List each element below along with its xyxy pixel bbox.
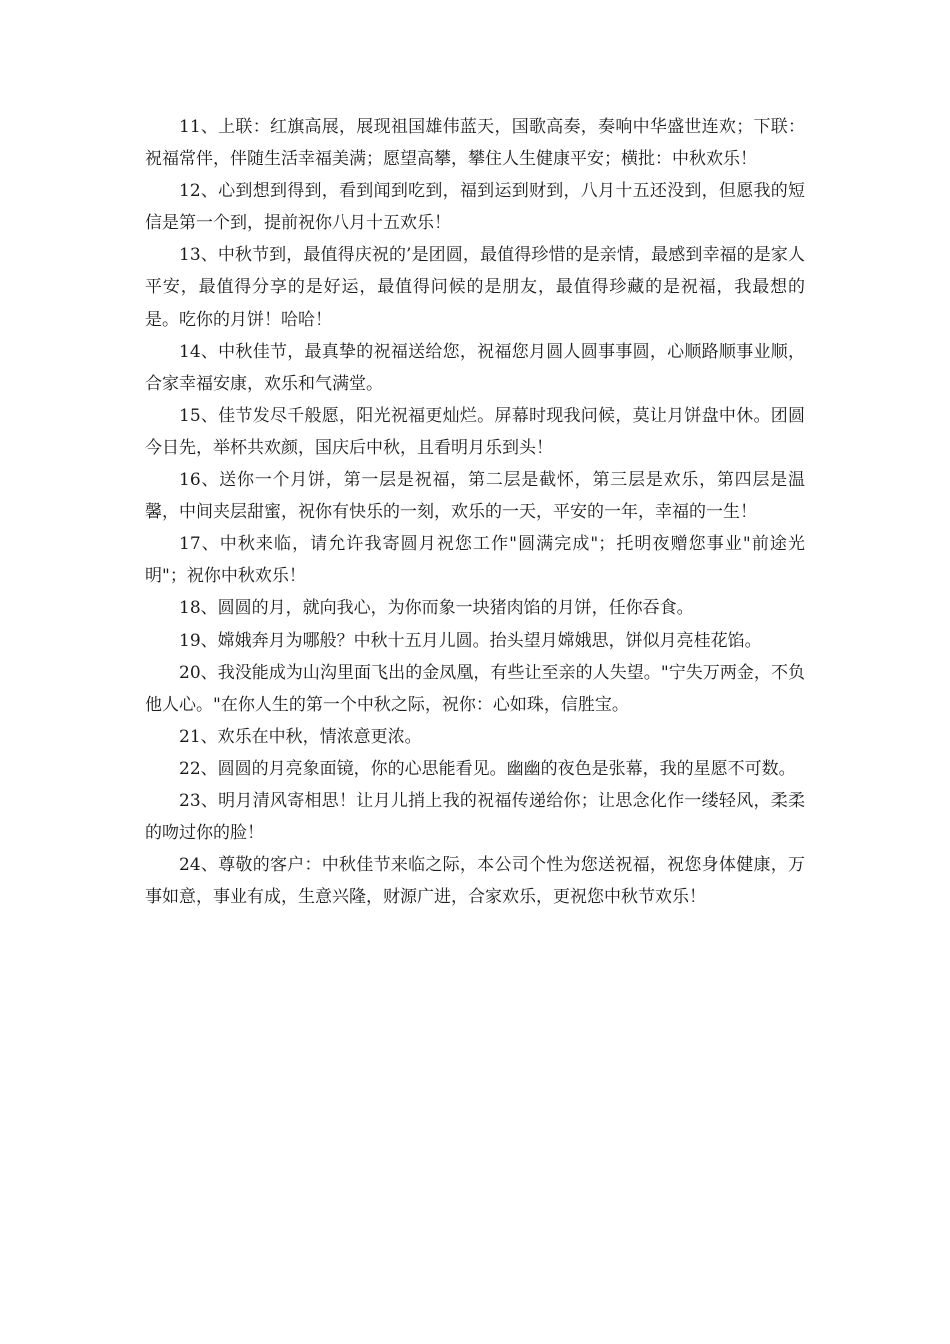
paragraph-18: 18、圆圆的月，就向我心，为你而象一块猪肉馅的月饼，任你吞食。 xyxy=(179,598,694,619)
paragraph-13: 13、中秋节到，最值得庆祝的’是团圆，最值得珍惜的是亲情，最感到幸福的是家人平安，最值得分享的是好运，最值得问候的是朋友，最值得珍藏的是祝福，我最想的是。吃你的月饼！哈哈！ xyxy=(145,245,805,330)
paragraph-11: 11、上联：红旗高展，展现祖国雄伟蓝天，国歌高奏，奏响中华盛世连欢；下联：祝福常伴，伴随生活幸福美满；愿望高攀，攀住人生健康平安；横批：中秋欢乐！ xyxy=(145,117,805,170)
paragraph-17: 17、中秋来临，请允许我寄圆月祝您工作"圆满完成"；托明夜赠您事业"前途光明"；祝你中秋欢乐！ xyxy=(145,534,805,587)
paragraph-19: 19、嫦娥奔月为哪般？中秋十五月儿圆。抬头望月嫦娥思，饼似月亮桂花馅。 xyxy=(179,630,762,651)
paragraph-20: 20、我没能成为山沟里面飞出的金凤凰，有些让至亲的人失望。"宁失万两金，不负他人心。"在你人生的第一个中秋之际，祝你：心如珠，信胜宝。 xyxy=(145,662,805,715)
paragraph-21: 21、欢乐在中秋，情浓意更浓。 xyxy=(179,726,422,747)
paragraph-14: 14、中秋佳节，最真挚的祝福送给您，祝福您月圆人圆事事圆，心顺路顺事业顺，合家幸福安康，欢乐和气满堂。 xyxy=(145,341,805,394)
paragraph-24: 24、尊敬的客户：中秋佳节来临之际，本公司个性为您送祝福，祝您身体健康，万事如意，事业有成，生意兴隆，财源广进，合家欢乐，更祝您中秋节欢乐！ xyxy=(145,855,805,908)
paragraph-15: 15、佳节发尽千般愿，阳光祝福更灿烂。屏幕时现我问候，莫让月饼盘中休。团圆今日先，举杯共欢颜，国庆后中秋，且看明月乐到头！ xyxy=(145,405,805,458)
paragraph-12: 12、心到想到得到，看到闻到吃到，福到运到财到，八月十五还没到，但愿我的短信是第一个到，提前祝你八月十五欢乐！ xyxy=(145,181,805,234)
paragraph-22: 22、圆圆的月亮象面镜，你的心思能看见。幽幽的夜色是张幕，我的星愿不可数。 xyxy=(179,758,796,779)
paragraph-23: 23、明月清风寄相思！让月儿捎上我的祝福传递给你；让思念化作一缕轻风，柔柔的吻过你的脸！ xyxy=(145,790,805,844)
paragraph-16: 16、送你一个月饼，第一层是祝福，第二层是截怀，第三层是欢乐，第四层是温馨，中间夹层甜蜜，祝你有快乐的一刻，欢乐的一天，平安的一年，幸福的一生！ xyxy=(145,470,805,523)
document-body xyxy=(145,111,805,913)
